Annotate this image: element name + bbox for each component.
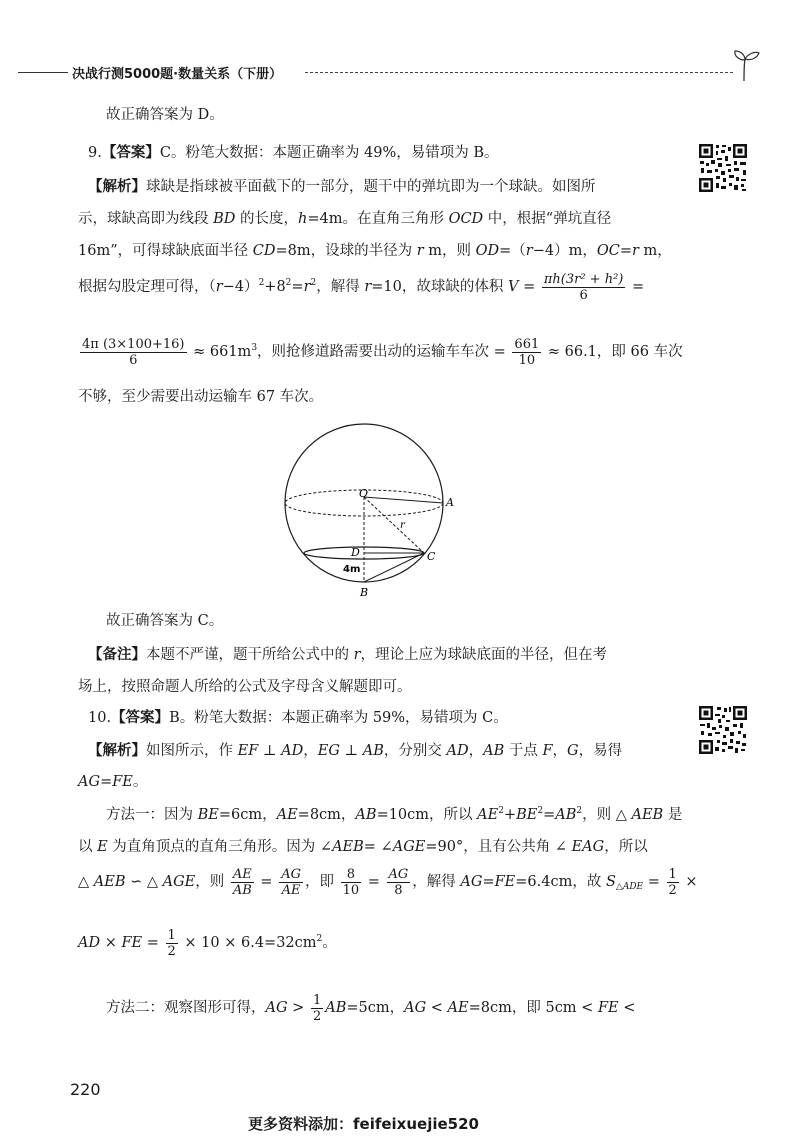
q9-note-label: 【备注】 <box>88 647 146 663</box>
q10-answer-label: 【答案】 <box>111 710 170 726</box>
segment-OC <box>364 497 424 553</box>
qr-code-q9[interactable] <box>698 143 748 193</box>
q9-explanation-line-6: 不够，至少需要出动运输车 67 车次。 <box>78 389 324 405</box>
truck-trips-fraction: $\frac{661}{10}$ <box>514 336 540 368</box>
q9-answer-text: C。粉笔大数据：本题正确率为 49%，易错项为 B。 <box>159 145 499 161</box>
q9-explanation-line-3: 16m”，可得球缺底面半径 CD=8m，设球的半径为 r m，则 OD=（r−4）m，OC=r m， <box>78 243 672 259</box>
q10-explanation-line-2: AG=FE。 <box>78 774 148 790</box>
method-1-line-4: AD × FE = $\frac{1}{2}$ × $10 \times 6.4=32cm^2$。 <box>78 927 337 959</box>
running-header <box>0 63 800 83</box>
method-1-line-2: 以 E 为直角顶点的直角三角形。因为 ∠AEB= ∠AGE=90°，且有公共角 ∠ EAG，所以 <box>78 839 648 855</box>
q9-note-line-1: 【备注】本题不严谨，题干所给公式中的 r，理论上应为球缺底面的半径，但在考 <box>88 647 608 663</box>
qr-code-q10[interactable] <box>698 705 748 755</box>
method-2-line-1: 方法二：观察图形可得，AG > $\frac{1}{2}$ AB=5cm，AG < AE=8cm，即 5cm < FE < <box>106 992 636 1024</box>
q9-explanation-line-2: 示，球缺高即为线段 BD 的长度，h=4m。在直角三角形 OCD 中，根据“弹坑直径 <box>78 211 612 227</box>
q9-explanation-line-5: $\frac{4\pi (3\times 100+16)}{6}$ ≈ $661m^3$，则抢修道路需要出动的运输车车次 = $\frac{661}{10}$ ≈ 66.1，即 66 车次 <box>82 336 683 368</box>
header-rule-right <box>305 72 733 73</box>
q10-answer-text: B。粉笔大数据：本题正确率为 59%，易错项为 C。 <box>169 710 508 726</box>
label-A: A <box>446 496 454 509</box>
q10-number: 10. <box>88 710 112 726</box>
method-1-line-1: 方法一：因为 BE=6cm，AE=8cm，AB=10cm，所以 $AE^2+BE^2=AB^2$，则 △ AEB 是 <box>106 806 683 823</box>
sphere-cap-figure <box>280 420 470 605</box>
label-B: B <box>360 586 369 599</box>
header-rule-left <box>18 72 68 73</box>
q9-answer-line <box>88 143 499 163</box>
q9-explanation-label: 【解析】 <box>88 179 146 195</box>
q9-number: 9. <box>88 145 102 161</box>
label-r: r <box>400 520 405 531</box>
page-number: 220 <box>70 1080 101 1099</box>
q10-explanation-label: 【解析】 <box>88 743 146 759</box>
q10-answer-line <box>88 708 508 728</box>
answer-conclusion-d: 故正确答案为 D。 <box>106 107 224 123</box>
sphere-cap-volume-formula: $\frac{\text{πh(3r² + h²)}}{6}$ <box>543 271 624 303</box>
method-1-line-3: △ AEB ∽ △ AGE，则 $\frac{AE}{AB}$ = $\frac{AG}{AE}$ ，即 $\frac{8}{10}$ = $\frac{AG}{8}$ ，解得 AG=FE=6.4cm，故 $S_{\triangle ADE}$ = $\frac{1}{2}$ × <box>78 866 698 898</box>
footer-watermark: 更多资料添加：feifeixuejie520 <box>248 1115 479 1133</box>
book-title: 决战行测5000题·数量关系（下册） <box>72 67 283 82</box>
q9-explanation-line-1: 【解析】球缺是指球被平面截下的一部分，题干中的弹坑即为一个球缺。如图所 <box>88 179 596 195</box>
label-C: C <box>427 550 436 563</box>
sprout-icon <box>728 43 764 83</box>
q9-note-line-2: 场上，按照命题人所给的公式及字母含义解题即可。 <box>78 679 412 695</box>
label-O: O <box>359 487 369 500</box>
q9-explanation-line-4: 根据勾股定理可得，$(r-4)^2+8^2=r^2$，解得 r=10，故球缺的体积 V = $\frac{\text{πh(3r² + h²)}}{6}$ = <box>78 271 645 303</box>
label-height: 4m <box>343 564 361 575</box>
segment-OA <box>364 497 443 503</box>
answer-conclusion-c: 故正确答案为 C。 <box>106 613 224 629</box>
q10-explanation-line-1: 【解析】如图所示，作 EF ⊥ AD，EG ⊥ AB，分别交 AD，AB 于点 F，G，易得 <box>88 743 623 759</box>
segment-BC <box>364 553 424 582</box>
volume-computation-fraction: $\frac{4\pi (3\times 100+16)}{6}$ <box>82 336 185 368</box>
label-D: D <box>351 546 360 559</box>
q9-answer-label: 【答案】 <box>101 145 160 161</box>
